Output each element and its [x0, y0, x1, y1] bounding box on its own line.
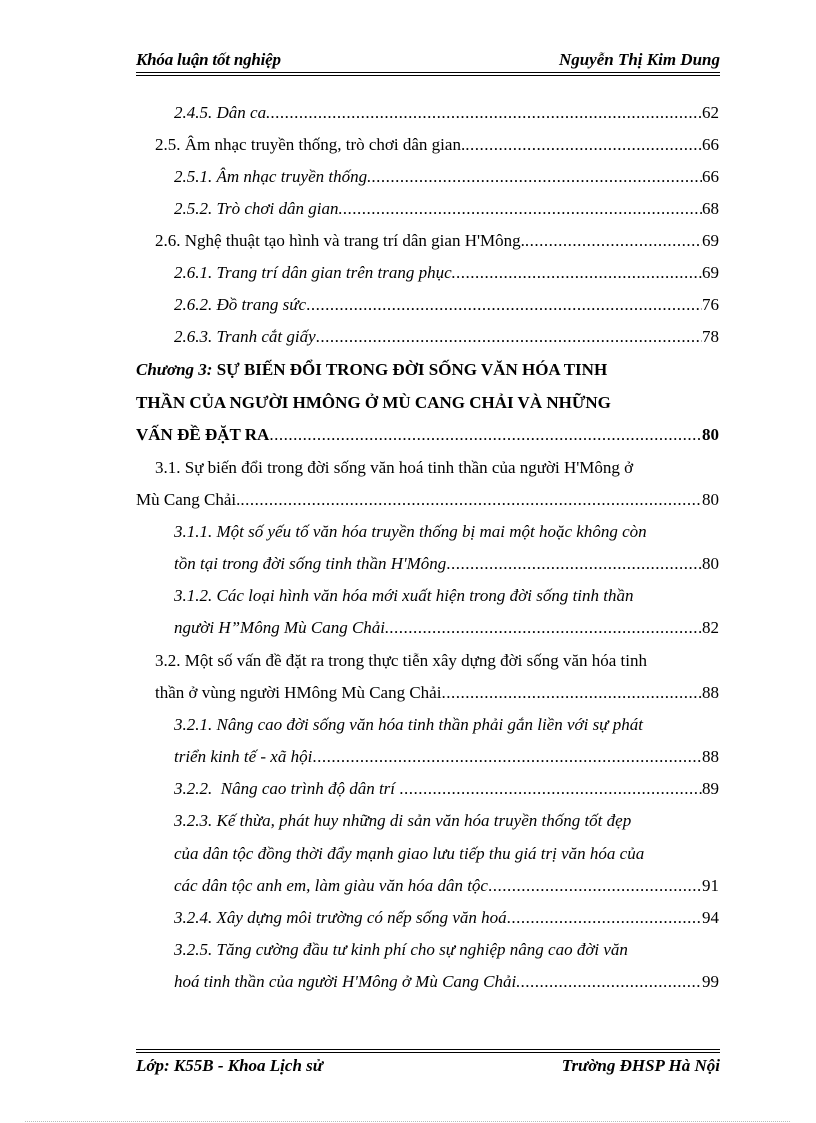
- toc-page: 69: [702, 231, 719, 250]
- toc-entry: [174, 971, 719, 993]
- toc-text: 2.5.2. Trò chơi dân gian.: [174, 199, 343, 218]
- toc-page: 80: [702, 425, 719, 444]
- footer-right: Trường ĐHSP Hà Nội: [561, 1056, 720, 1075]
- toc-entry: [174, 907, 719, 929]
- toc-text: 3.2.2. Nâng cao trình độ dân trí: [174, 779, 400, 798]
- toc-page: 88: [702, 683, 719, 702]
- chapter-title-2: THẦN CỦA NGƯỜI HMÔNG Ở MÙ CANG CHẢI VÀ NHỮNG: [136, 393, 611, 412]
- footer-rule-2: [136, 1052, 720, 1053]
- toc-page: 69: [702, 263, 719, 282]
- toc-entry: [174, 617, 719, 639]
- toc-text: 2.6.3. Tranh cắt giấy: [174, 327, 316, 346]
- page-edge: [25, 1121, 790, 1122]
- toc-page: 88: [702, 747, 719, 766]
- toc-text: thần ở vùng người HMông Mù Cang Chải: [155, 683, 442, 702]
- toc-entry: [155, 682, 719, 704]
- toc-text: 3.2.1. Nâng cao đời sống văn hóa tinh thần phải gắn liền với sự phát: [174, 715, 643, 734]
- toc-text: 3.2.3. Kế thừa, phát huy những di sản văn hóa truyền thống tốt đẹp: [174, 811, 632, 830]
- toc-entry-line: [174, 714, 719, 736]
- toc-text: 3.2. Một số vấn đề đặt ra trong thực tiễn xây dựng đời sống văn hóa tinh: [155, 651, 648, 670]
- toc-page: 76: [702, 295, 719, 314]
- toc-page: 94: [702, 908, 719, 927]
- toc-entry: [174, 102, 719, 124]
- toc-chapter-line: [136, 392, 720, 414]
- chapter-title-1: SỰ BIẾN ĐỔI TRONG ĐỜI SỐNG VĂN HÓA TINH: [212, 360, 608, 379]
- header-rule-2: [136, 75, 720, 76]
- toc-text: 3.2.4. Xây dựng môi trường có nếp sống văn hoá: [174, 908, 507, 927]
- toc-entry: [174, 875, 719, 897]
- page-header: [136, 47, 720, 73]
- chapter-title-3: VẤN ĐỀ ĐẶT RA: [136, 425, 270, 444]
- toc-entry: [174, 166, 719, 188]
- toc-text: 3.2.5. Tăng cường đầu tư kinh phí cho sự nghiệp nâng cao đời văn: [174, 940, 628, 959]
- header-right: Nguyễn Thị Kim Dung: [558, 50, 720, 69]
- toc-page: 62: [702, 103, 719, 122]
- toc-text: người H”Mông Mù Cang Chải.: [174, 618, 390, 637]
- toc-text: 3.1.1. Một số yếu tố văn hóa truyền thống bị mai một hoặc không còn: [174, 522, 647, 541]
- toc-page: 80: [702, 490, 719, 509]
- toc-entry: [155, 134, 719, 156]
- toc-entry-line: [155, 650, 719, 672]
- toc-entry: [155, 230, 719, 252]
- toc-entry-line: [155, 457, 719, 479]
- toc-text: của dân tộc đồng thời đẩy mạnh giao lưu tiếp thu giá trị văn hóa của: [174, 844, 645, 863]
- toc-text: tồn tại trong đời sống tinh thần H'Mông: [174, 554, 447, 573]
- toc-text: 2.5.1. Âm nhạc truyền thống.: [174, 167, 372, 186]
- toc-text: 2.6.2. Đồ trang sức: [174, 295, 307, 314]
- toc-entry: [174, 294, 719, 316]
- toc-page: 66: [702, 135, 719, 154]
- page-footer: [136, 1054, 720, 1080]
- toc-entry-line: [174, 843, 719, 865]
- toc-entry-line: [174, 939, 719, 961]
- toc-page: 78: [702, 327, 719, 346]
- header-rule: [136, 72, 720, 73]
- toc-entry: [174, 262, 719, 284]
- toc-page: 66: [702, 167, 719, 186]
- toc-entry: [174, 746, 719, 768]
- toc-page: 80: [702, 554, 719, 573]
- toc-chapter-line: [136, 359, 720, 381]
- toc-entry: [136, 424, 719, 446]
- toc-entry-line: [174, 810, 719, 832]
- footer-left: Lớp: K55B - Khoa Lịch sử: [136, 1056, 323, 1075]
- toc-entry: [174, 778, 719, 800]
- toc-entry-line: [174, 585, 719, 607]
- toc-page: 82: [702, 618, 719, 637]
- toc-entry: [136, 489, 719, 511]
- toc-entry-line: [174, 521, 719, 543]
- toc-text: 2.6. Nghệ thuật tạo hình và trang trí dân gian H'Mông.: [155, 231, 525, 250]
- toc-entry: [174, 326, 719, 348]
- toc-text: các dân tộc anh em, làm giàu văn hóa dân tộc: [174, 876, 488, 895]
- toc-text: hoá tinh thần của người H'Mông ở Mù Cang Chải.: [174, 972, 521, 991]
- toc-text: 2.5. Âm nhạc truyền thống, trò chơi dân gian.: [155, 135, 466, 154]
- toc-entry: [174, 553, 719, 575]
- toc-page: 91: [702, 876, 719, 895]
- toc-page: 99: [702, 972, 719, 991]
- toc-page: 68: [702, 199, 719, 218]
- toc-text: 2.4.5. Dân ca.: [174, 103, 271, 122]
- toc-text: 3.1.2. Các loại hình văn hóa mới xuất hiện trong đời sống tinh thần: [174, 586, 634, 605]
- chapter-label: Chương 3:: [136, 360, 213, 379]
- footer-rule: [136, 1049, 720, 1050]
- toc-text: 2.6.1. Trang trí dân gian trên trang phục.: [174, 263, 456, 282]
- header-left: Khóa luận tốt nghiệp: [136, 50, 281, 69]
- toc-entry: [174, 198, 719, 220]
- toc-page: 89: [702, 779, 719, 798]
- toc-text: Mù Cang Chải.: [136, 490, 241, 509]
- toc-text: 3.1. Sự biến đổi trong đời sống văn hoá tinh thần của người H'Mông ở: [155, 458, 634, 477]
- toc-text: triển kinh tế - xã hội: [174, 747, 313, 766]
